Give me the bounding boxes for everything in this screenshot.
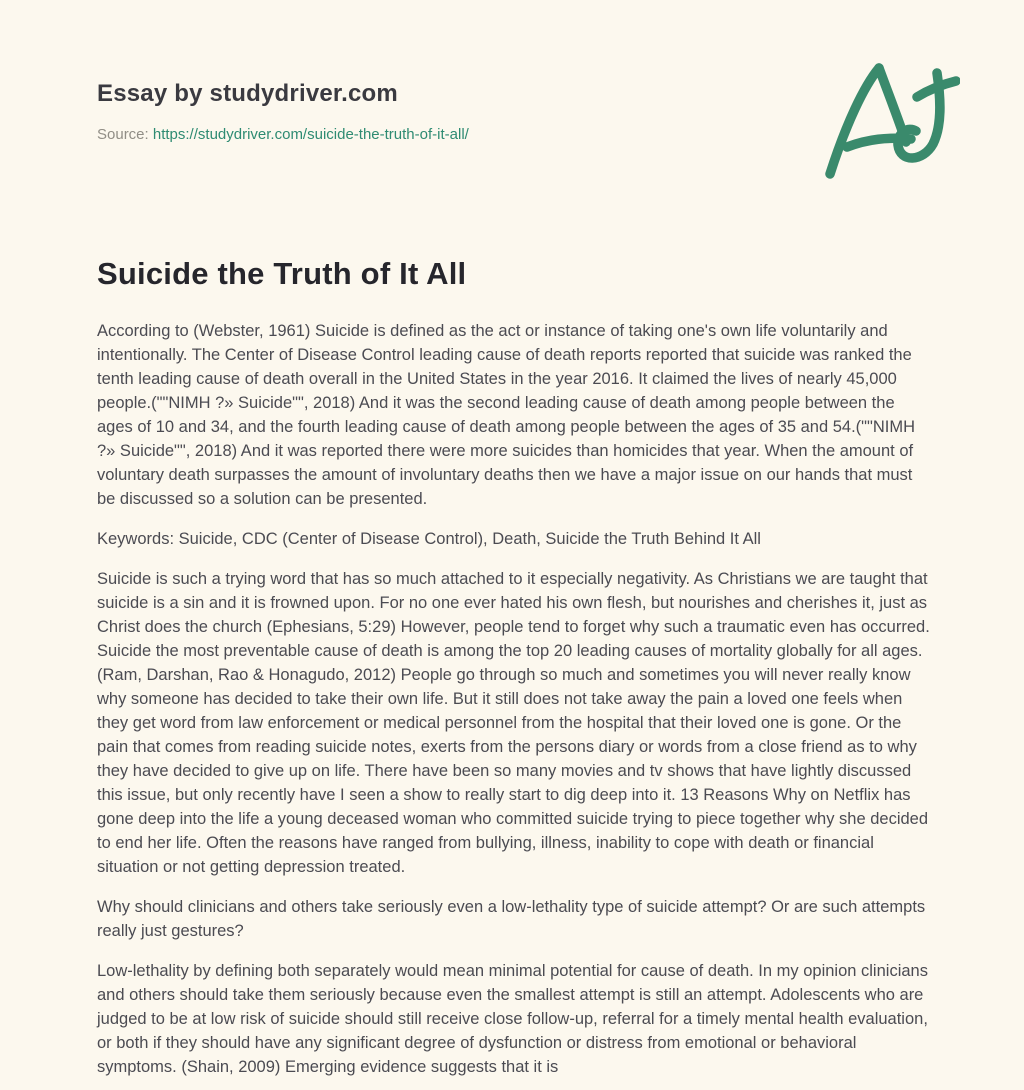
essay-paragraph: Why should clinicians and others take seriously even a low-lethality type of suicide attempt? Or are such attempts really just gestures? [97, 898, 926, 940]
essay-byline: Essay by studydriver.com [97, 80, 398, 107]
source-link[interactable]: https://studydriver.com/suicide-the-truth-of-it-all/ [152, 126, 469, 143]
article-body [97, 319, 960, 1079]
header-text-block [97, 60, 469, 143]
essay-paragraph: Suicide is such a trying word that has so much attached to it especially negativity. As Christians we are taught that suicide is a sin and it is frowned upon. For no one ever hated his own flesh, but nourishes and cherishes it, just as Christ does the church (Ephesians, 5:29) However, people tend to forget why such a traumatic even has occurred. Suicide the most preventable cause of death is among the top 20 leading causes of mortality globally for all ages. (Ram, Darshan, Rao & Honagudo, 2012) People go through so much and sometimes you will never really know why someone has decided to take their own life. But it still does not take away the pain a loved one feels when they get word from law enforcement or medical personnel from the hospital that their loved one is gone. Or the pain that comes from reading suicide notes, exerts from the persons diary or words from a close friend as to why they have decided to give up on life. There have been so many movies and tv shows that have lightly discussed this issue, but only recently have I seen a show to really start to dig deep into it. 13 Reasons Why on Netflix has gone deep into the life a young deceased woman who committed suicide trying to piece together why she decided to end her life. Often the reasons have ranged from bullying, illness, inability to cope with death or financial situation or not getting depression treated. [97, 570, 930, 876]
source-label: Source: [97, 126, 149, 143]
article-title: Suicide the Truth of It All [97, 256, 467, 291]
essay-paragraph: According to (Webster, 1961) Suicide is defined as the act or instance of taking one's own life voluntarily and intentionally. The Center of Disease Control leading cause of death reports reported that suicide was ranked the tenth leading cause of death overall in the United States in the year 2016. It claimed the lives of nearly 45,000 people.(""NIMH ?» Suicide"", 2018) And it was the second leading cause of death among people between the ages of 10 and 34, and the fourth leading cause of death among people between the ages of 35 and 54.(""NIMH ?» Suicide"", 2018) And it was reported there were more suicides than homicides that year. When the amount of voluntary death surpasses the amount of involuntary deaths then we have a major issue on our hands that must be discussed so a solution can be presented. [97, 322, 916, 508]
source-line [97, 126, 469, 143]
essay-paragraph: Low-lethality by defining both separately would mean minimal potential for cause of death. In my opinion clinicians and others should take them seriously because even the smallest attempt is still an attempt. Adolescents who are judged to be at low risk of suicide should still receive close follow-up, referral for a timely mental health evaluation, or both if they should have any significant degree of dysfunction or distress from emotional or behavioral symptoms. (Shain, 2009) Emerging evidence suggests that it is [97, 962, 928, 1076]
essay-paragraph: Keywords: Suicide, CDC (Center of Disease Control), Death, Suicide the Truth Behind It All [97, 530, 761, 548]
a-plus-logo-icon [820, 60, 960, 180]
page-header [97, 60, 960, 180]
